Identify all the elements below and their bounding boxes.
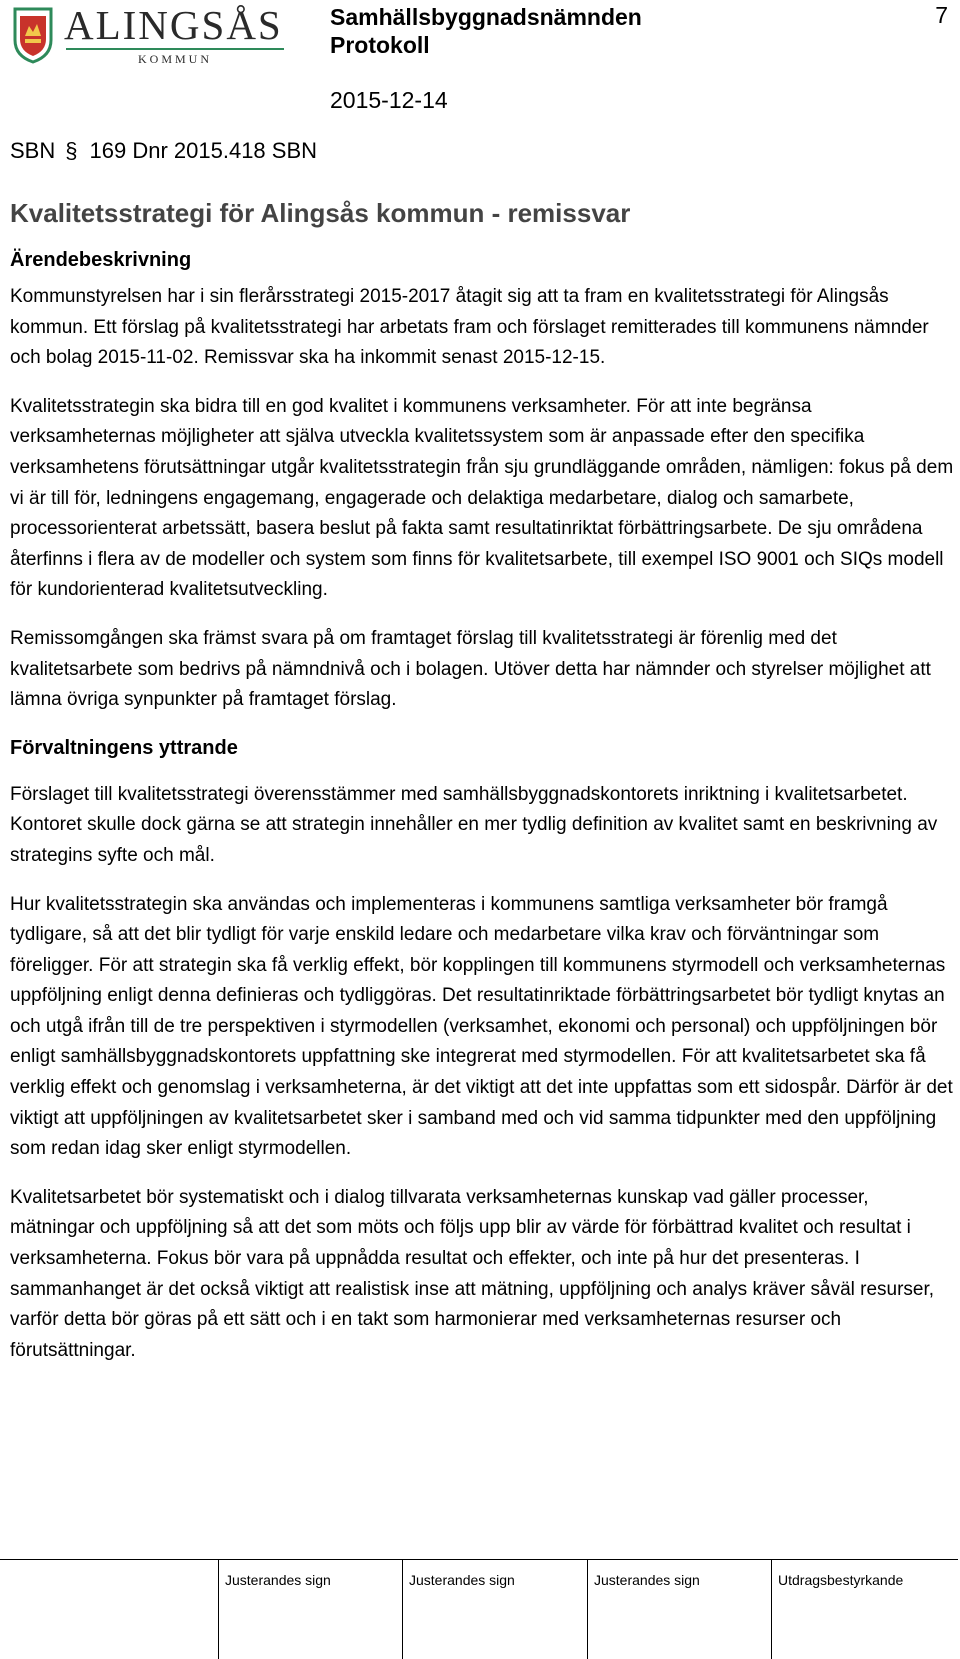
paragraph: Remissomgången ska främst svara på om framtaget förslag till kvalitetsstrategi är förenlig med det kvalitetsarbete som bedrivs på nämndnivå och i bolagen. Utöver detta har nämnder och styrelser möjlighet att lämna övriga synpunkter på framtaget förslag. bbox=[10, 627, 931, 711]
logo-divider bbox=[66, 48, 284, 50]
certification-box bbox=[771, 1559, 904, 1659]
committee-name: Samhällsbyggnadsnämnden bbox=[330, 4, 642, 30]
case-reference bbox=[10, 137, 317, 165]
paragraph: Kvalitetsarbetet bör systematiskt och i dialog tillvarata verksamheternas kunskap vad gäller processer, mätningar och uppföljning så att det som möts och följs upp blir av värde för förbättrad kvalitet och resultat i verksamheterna. Fokus bör vara på uppnådda resultat och effekter, och inte på hur det presenteras. I sammanhanget är det också viktigt att realistisk inse att mätning, uppföljning och analys kräver såväl resurser, varför detta bör göras på ett sätt och i en takt som harmonierar med verksamheternas resurser och förutsättningar. bbox=[10, 1186, 935, 1361]
certification-label: Utdragsbestyrkande bbox=[778, 1572, 904, 1588]
reference-dnr: Dnr 2015.418 SBN bbox=[132, 138, 318, 163]
signature-footer bbox=[0, 1559, 960, 1659]
section-heading-arendebeskrivning: Ärendebeskrivning bbox=[10, 249, 192, 271]
reference-section: 169 bbox=[89, 138, 127, 163]
paragraph: Kommunstyrelsen har i sin flerårsstrategi 2015-2017 åtagit sig att ta fram en kvalitetsstrategi för Alingsås kommun. Ett förslag på kvalitetsstrategi har arbetats fram och förslaget remitterades till kommunens nämnder och bolag 2015-11-02. Remissvar ska ha inkommit senast 2015-12-15. bbox=[10, 286, 929, 369]
document-type: Protokoll bbox=[330, 32, 430, 58]
paragraph: Hur kvalitetsstrategin ska användas och implementeras i kommunens samtliga verksamheter bör framgå tydligare, så att det blir tydligt för varje enskild ledare och medarbetare vilka krav och förväntningar som föreligger. För att strategin ska få verklig effekt, bör kopplingen till kommunens styrmodell och verksamheternas uppföljning enligt denna definieras och tydliggöras. Det resultatinriktade förbättringsarbetet bör tydligt knytas an och utgå ifrån till de tre perspektiven i styrmodellen (verksamhet, ekonomi och personal) och uppföljningen bör enligt samhällsbyggnadskontorets uppfattning ske integrerat med styrmodellen. För att kvalitetsarbetet ska få verklig effekt och genomslag i verksamheterna, är det viktigt att det inte uppfattas som ett sidospår. Därför är det viktigt att uppföljningen av kvalitetsarbetet sker i samband med och vid samma tidpunkter med den uppföljning som redan idag sker enligt styrmodellen. bbox=[10, 893, 953, 1160]
logo-wordmark: ALINGSÅS bbox=[64, 2, 283, 48]
section-sign-icon: § bbox=[65, 138, 78, 163]
reference-body: SBN bbox=[10, 138, 56, 163]
paragraph: Förslaget till kvalitetsstrategi överensstämmer med samhällsbyggnadskontorets inriktning i kvalitetsarbetet. Kontoret skulle dock gärna se att strategin innehåller en mer tydlig definition av kvalitet samt en beskrivning av strategins syfte och mål. bbox=[10, 783, 938, 866]
paragraph: Kvalitetsstrategin ska bidra till en god kvalitet i kommunens verksamheter. För att inte begränsa verksamheternas möjligheter att själva utveckla kvalitetssystem som är anpassade efter den specifika verksamhetens förutsättningar utgår kvalitetsstrategin från sju grundläggande områden, nämligen: fokus på dem vi är till för, ledningens engagemang, engagerade och delaktiga medarbetare, dialog och samarbete, processorienterat arbetssätt, basera beslut på fakta samt resultatinriktat förbättringsarbete. De sju områdena återfinns i flera av de modeller och system som finns för kvalitetsarbete, till exempel ISO 9001 och SIQs modell för kundorienterad kvalitetsutveckling. bbox=[10, 395, 954, 601]
signature-label: Justerandes sign bbox=[594, 1572, 700, 1588]
municipality-logo bbox=[10, 4, 290, 70]
document-title: Kvalitetsstrategi för Alingsås kommun - remissvar bbox=[10, 198, 631, 228]
footer-divider bbox=[0, 1559, 958, 1560]
document-body bbox=[10, 196, 954, 1384]
meeting-date: 2015-12-14 bbox=[330, 87, 448, 113]
signature-label: Justerandes sign bbox=[409, 1572, 515, 1588]
coat-of-arms-icon bbox=[12, 6, 54, 64]
section-heading-forvaltningens-yttrande: Förvaltningens yttrande bbox=[10, 736, 238, 759]
signature-box bbox=[402, 1559, 515, 1659]
signature-box bbox=[587, 1559, 700, 1659]
logo-subtitle: KOMMUN bbox=[138, 52, 213, 66]
signature-box bbox=[218, 1559, 331, 1659]
page-number: 7 bbox=[935, 2, 948, 28]
signature-label: Justerandes sign bbox=[225, 1572, 331, 1588]
